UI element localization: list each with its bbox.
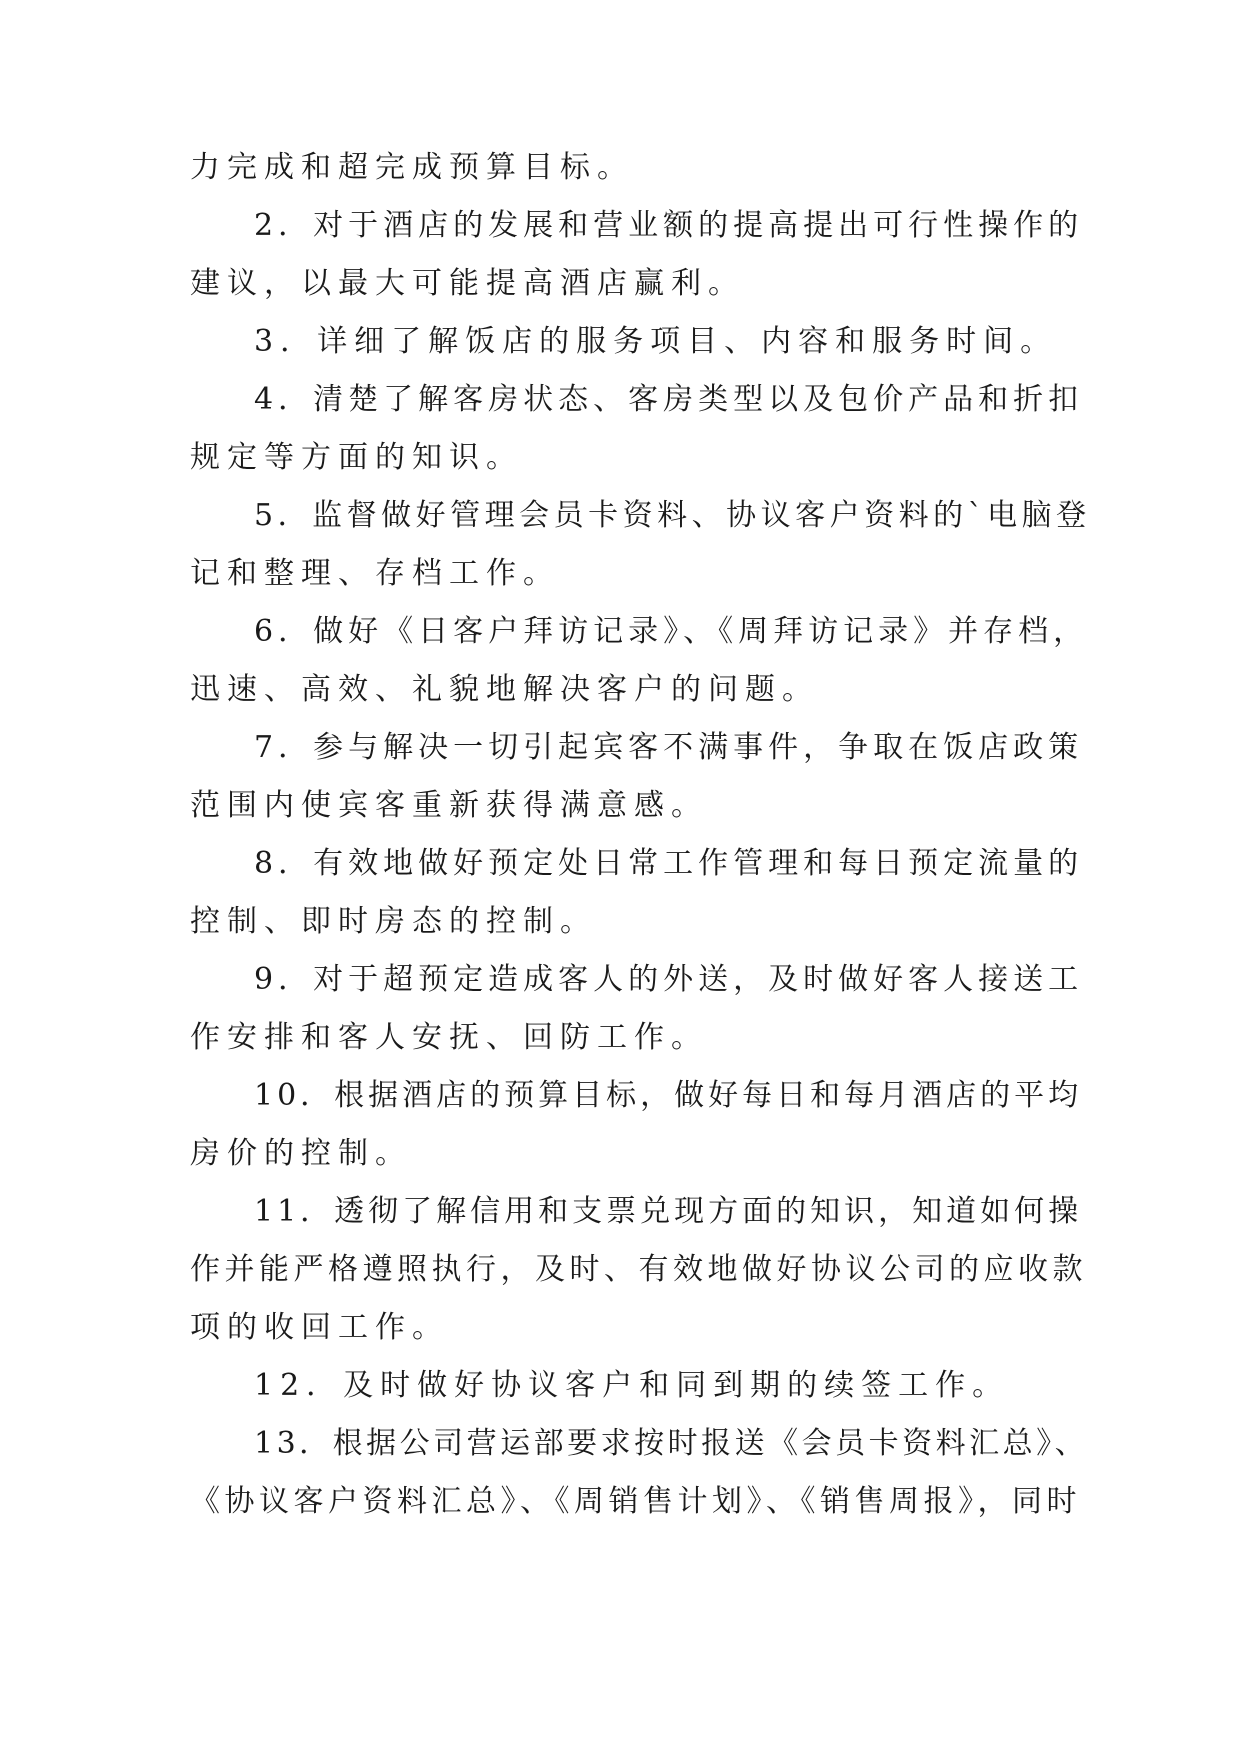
- text-line: 记和整理、存档工作。: [190, 556, 560, 591]
- text-line: 作安排和客人安抚、回防工作。: [190, 1020, 708, 1055]
- text-line: 9．对于超预定造成客人的外送，及时做好客人接送工: [254, 962, 1084, 997]
- text-line: 13．根据公司营运部要求按时报送《会员卡资料汇总》、: [254, 1426, 1089, 1461]
- text-line: 《协议客户资料汇总》、《周销售计划》、《销售周报》，同时: [190, 1484, 1081, 1519]
- text-line: 5．监督做好管理会员卡资料、协议客户资料的`电脑登: [254, 498, 1091, 533]
- text-line: 4．清楚了解客房状态、客房类型以及包价产品和折扣: [254, 382, 1084, 417]
- text-line: 房价的控制。: [190, 1136, 412, 1171]
- text-line: 8．有效地做好预定处日常工作管理和每日预定流量的: [254, 846, 1084, 881]
- text-line: 规定等方面的知识。: [190, 440, 523, 475]
- text-line: 7．参与解决一切引起宾客不满事件，争取在饭店政策: [254, 730, 1084, 765]
- text-line: 3．详细了解饭店的服务项目、内容和服务时间。: [254, 324, 1058, 359]
- text-line: 建议，以最大可能提高酒店赢利。: [190, 266, 745, 301]
- text-line: 11．透彻了解信用和支票兑现方面的知识，知道如何操: [254, 1194, 1083, 1229]
- text-line: 项的收回工作。: [190, 1310, 449, 1345]
- text-line: 10．根据酒店的预算目标，做好每日和每月酒店的平均: [254, 1078, 1083, 1113]
- text-line: 控制、即时房态的控制。: [190, 904, 597, 939]
- text-line: 2．对于酒店的发展和营业额的提高提出可行性操作的: [254, 208, 1084, 243]
- text-line: 作并能严格遵照执行，及时、有效地做好协议公司的应收款: [190, 1252, 1087, 1287]
- text-line: 力完成和超完成预算目标。: [190, 150, 634, 185]
- text-line: 迅速、高效、礼貌地解决客户的问题。: [190, 672, 819, 707]
- text-line: 12．及时做好协议客户和同到期的续签工作。: [254, 1368, 1010, 1403]
- text-line: 6．做好《日客户拜访记录》、《周拜访记录》并存档，: [254, 614, 1089, 649]
- text-line: 范围内使宾客重新获得满意感。: [190, 788, 708, 823]
